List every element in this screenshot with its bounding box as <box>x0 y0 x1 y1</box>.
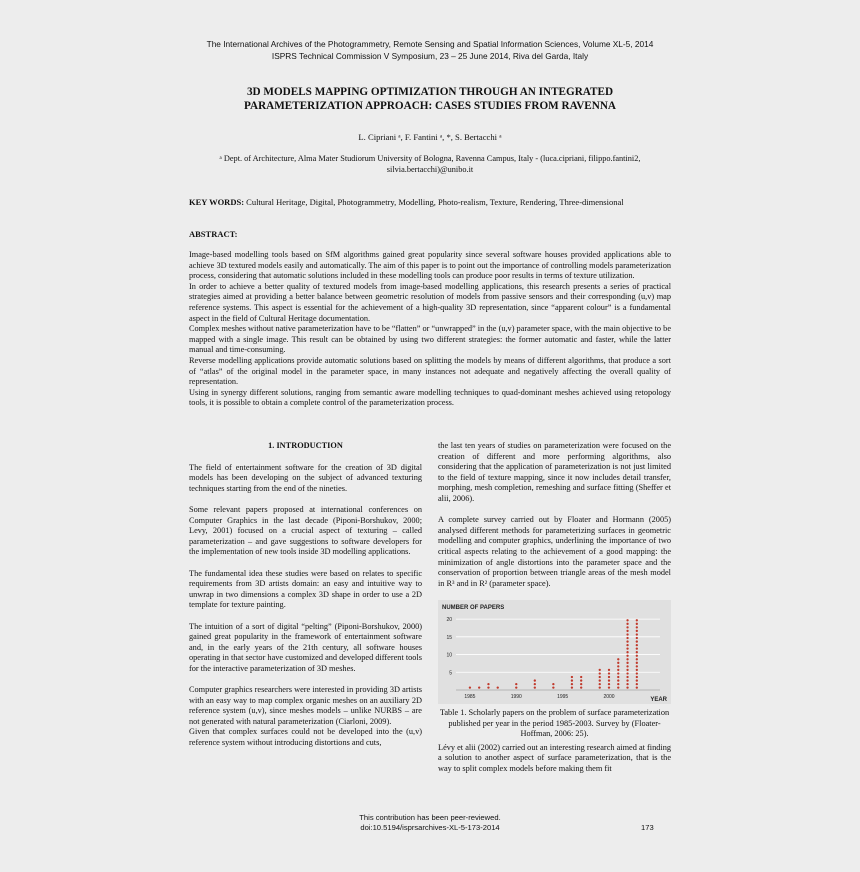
chart-data-point <box>636 665 638 667</box>
chart-data-point <box>626 686 628 688</box>
abstract-paragraph: In order to achieve a better quality of textured models from image-based modelling applications, this research presents a series of practical strategies aimed at providing a better balance between geometric resolution of models from passive sensors and their corresponding (u,v) map reference systems. This aspect is essential for the achievement of a high-quality 3D representation, since “apparent colour” is a fundamental aspect in the field of Cultural Heritage documentation. <box>189 281 671 323</box>
chart-data-point <box>487 686 489 688</box>
affiliation <box>160 153 700 175</box>
chart-data-point <box>636 633 638 635</box>
chart-data-point <box>617 676 619 678</box>
chart-x-axis-label: YEAR <box>650 696 667 703</box>
chart-data-point <box>636 640 638 642</box>
chart-data-point <box>599 676 601 678</box>
chart-data-point <box>608 679 610 681</box>
chart-data-point <box>626 633 628 635</box>
chart-title: NUMBER OF PAPERS <box>442 604 505 611</box>
chart-data-point <box>636 651 638 653</box>
chart-data-point <box>636 683 638 685</box>
abstract-paragraph: Reverse modelling applications provide automatic solutions based on splitting the models by means of different algorithms, that produce a sort of “atlas” of the original model in the parameter space, in many instances not adequate and negatively affecting the overall quality of representation. <box>189 355 671 387</box>
chart-data-point <box>636 686 638 688</box>
abstract-body <box>189 250 671 409</box>
chart-data-point <box>617 686 619 688</box>
chart-data-point <box>636 672 638 674</box>
chart-data-point <box>626 619 628 621</box>
affiliation-line-1: ᵃ Dept. of Architecture, Alma Mater Studiorum University of Bologna, Ravenna Campus, Italy - (luca.cipriani, filippo.fantini2, <box>219 154 641 163</box>
title-line-2: PARAMETERIZATION APPROACH: CASES STUDIES FROM RAVENNA <box>243 100 617 112</box>
chart-data-point <box>617 683 619 685</box>
chart-data-point <box>552 686 554 688</box>
chart-data-point <box>617 679 619 681</box>
chart-y-tick-label: 10 <box>446 652 452 659</box>
chart-data-point <box>626 662 628 664</box>
chart-data-point <box>580 676 582 678</box>
chart-data-point <box>534 679 536 681</box>
chart-data-point <box>626 658 628 660</box>
left-column <box>189 441 422 749</box>
chart-data-point <box>599 672 601 674</box>
chart-data-point <box>626 683 628 685</box>
body-paragraph: The fundamental idea these studies were based on relates to specific requirements from 3D artists domain: an easy and intuitive way to unwrap in two dimensions a complex 3D shape in order to use a 2D template for texture painting. <box>189 568 422 610</box>
body-paragraph: Some relevant papers proposed at international conferences on Computer Graphics in the last decade (Piponi-Borshukov, 2000; Levy, 2001) focused on a crucial aspect of texturing – called parameterization – and gave suggestions to software developers for the implementation of new tools inside 3D modelling applications. <box>189 504 422 557</box>
table-caption: Table 1. Scholarly papers on the problem of surface parameterization published per year in the period 1985-2003. Survey by (Floater-Hoffman, 2006: 25). <box>439 707 670 739</box>
chart-data-point <box>636 669 638 671</box>
keywords <box>189 197 671 208</box>
footer-doi: doi:10.5194/isprsarchives-XL-5-173-2014 <box>360 823 500 832</box>
chart-data-point <box>636 630 638 632</box>
chart-y-tick-label: 15 <box>446 634 452 641</box>
chart-data-point <box>636 626 638 628</box>
chart-data-point <box>534 686 536 688</box>
body-paragraph: Lévy et alii (2002) carried out an interesting research aimed at finding a solution to another aspect of surface parameterization, that is the way to split complex models before making them fit <box>438 742 671 773</box>
chart-data-point <box>626 626 628 628</box>
chart-data-point <box>636 637 638 639</box>
chart-data-point <box>515 683 517 685</box>
chart-data-point <box>626 676 628 678</box>
right-column <box>438 441 671 774</box>
chart-data-point <box>636 679 638 681</box>
abstract-heading: ABSTRACT: <box>189 229 238 239</box>
chart-data-point <box>608 686 610 688</box>
chart-data-point <box>617 665 619 667</box>
abstract-paragraph: Complex meshes without native parameterization have to be “flatten” or “unwrapped” in the (u,v) parameter space, with the main objective to be mapped with a single image. This result can be obtained by using two different strategies: the former automatic and faster, while the latter manual and time-consuming. <box>189 324 671 355</box>
chart-data-point <box>636 623 638 625</box>
chart-data-point <box>515 686 517 688</box>
chart-data-point <box>469 686 471 688</box>
chart-data-point <box>636 676 638 678</box>
chart-data-point <box>571 683 573 685</box>
chart-data-point <box>626 644 628 646</box>
chart-data-point <box>608 669 610 671</box>
chart-y-tick-label: 20 <box>446 616 452 623</box>
chart-data-point <box>552 683 554 685</box>
chart-data-point <box>571 676 573 678</box>
chart-data-point <box>626 655 628 657</box>
chart-data-point <box>626 640 628 642</box>
chart-x-tick-label: 2000 <box>603 693 615 700</box>
paper-title <box>140 85 720 113</box>
abstract-paragraph: Using in synergy different solutions, ranging from semantic aware modelling techniques to quad-dominant meshes achieved using retopology tools, it is possible to obtain a complete control of the parameterization process. <box>189 387 671 408</box>
chart-data-point <box>608 683 610 685</box>
chart-data-point <box>497 686 499 688</box>
body-paragraph: Computer graphics researchers were interested in providing 3D artists with an easy way to map complex organic meshes on an auxiliary 2D reference system (u,v), since meshes models – unlike NURBS – are not generated with natural parameterization (Ciarloni, 2009). <box>189 685 422 726</box>
chart-data-point <box>580 679 582 681</box>
chart-data-point <box>626 672 628 674</box>
chart-data-point <box>617 658 619 660</box>
chart-data-point <box>636 662 638 664</box>
chart-data-point <box>478 686 480 688</box>
chart-data-point <box>636 647 638 649</box>
chart-data-point <box>636 644 638 646</box>
chart-data-point <box>599 686 601 688</box>
chart-data-point <box>626 623 628 625</box>
chart-data-point <box>626 669 628 671</box>
chart-data-point <box>626 630 628 632</box>
body-paragraph: the last ten years of studies on parameterization were focused on the creation of different and more performing algorithms, also considering that the application of parameterization is not just limited to the field of texture mapping, since it now includes detail transfer, morphing, mesh completion, remeshing and surface fitting (Sheffer et alii, 2006). <box>438 441 671 503</box>
chart-data-point <box>580 683 582 685</box>
abstract-paragraph: Image-based modelling tools based on SfM algorithms gained great popularity since several software houses provided applications able to achieve 3D textured models easily and automatically. The aim of this paper is to point out the importance of controlling models parameterization process, considering that automatic solutions included in these modelling tools can produce poor results in terms of texture utilization. <box>189 250 671 281</box>
chart-data-point <box>608 672 610 674</box>
authors: L. Cipriani ᵃ, F. Fantini ᵃ, *, S. Bertacchi ᵃ <box>358 132 502 142</box>
chart-data-point <box>599 679 601 681</box>
footer <box>300 813 560 833</box>
chart-data-point <box>487 683 489 685</box>
chart-data-point <box>626 651 628 653</box>
chart-data-point <box>534 683 536 685</box>
chart-data-point <box>626 679 628 681</box>
keywords-label: KEY WORDS: <box>189 197 245 207</box>
chart-data-point <box>626 637 628 639</box>
chart-y-tick-label: 5 <box>449 670 452 677</box>
chart-data-point <box>608 676 610 678</box>
chart-data-point <box>617 669 619 671</box>
chart-data-point <box>617 662 619 664</box>
chart-x-tick-label: 1985 <box>464 693 476 700</box>
chart-data-point <box>599 669 601 671</box>
chart-data-point <box>571 679 573 681</box>
running-header <box>120 39 740 62</box>
header-line-1: The International Archives of the Photogrammetry, Remote Sensing and Spatial Information Sciences, Volume XL-5, 2014 <box>206 39 654 49</box>
keywords-text: Cultural Heritage, Digital, Photogrammetry, Modelling, Photo-realism, Texture, Rendering, Three-dimensional <box>246 197 624 207</box>
chart-data-point <box>636 658 638 660</box>
chart-data-point <box>599 683 601 685</box>
affiliation-line-2: silvia.bertacchi)@unibo.it <box>386 165 474 174</box>
chart-data-point <box>571 686 573 688</box>
chart-x-tick-label: 1990 <box>510 693 522 700</box>
header-line-2: ISPRS Technical Commission V Symposium, 23 – 25 June 2014, Riva del Garda, Italy <box>271 50 589 61</box>
chart-data-point <box>636 619 638 621</box>
chart-data-point <box>617 672 619 674</box>
chart-data-point <box>626 647 628 649</box>
body-paragraph: Given that complex surfaces could not be developed into the (u,v) reference system without introducing distortions and cuts, <box>189 727 422 748</box>
chart-data-point <box>580 686 582 688</box>
section-heading-introduction: 1. INTRODUCTION <box>268 441 343 450</box>
page-number: 173 <box>641 823 654 832</box>
chart-data-point <box>636 655 638 657</box>
title-line-1: 3D MODELS MAPPING OPTIMIZATION THROUGH AN INTEGRATED <box>246 86 614 98</box>
chart-data-point <box>626 665 628 667</box>
body-paragraph: A complete survey carried out by Floater and Hormann (2005) analysed different methods for parameterizing surfaces in geometric modelling and computer graphics, underlining the importance of two critical aspects relating to the achievement of a good mapping: the minimization of angle distortions into the parameter space and the conservation of proportion between triangle areas of the mesh model in R³ and in R² (parameter space). <box>438 515 671 588</box>
body-paragraph: The field of entertainment software for the creation of 3D digital models has been developing on the subject of advanced texturing techniques starting from the end of the nineties. <box>189 462 422 493</box>
footer-peer-review: This contribution has been peer-reviewed. <box>359 813 501 822</box>
papers-per-year-chart <box>438 600 671 704</box>
chart-x-tick-label: 1995 <box>557 693 569 700</box>
body-paragraph: The intuition of a sort of digital “pelting” (Piponi-Borshukov, 2000) gained great popularity in the framework of entertainment software and, in the early years of the 21th century, all software houses operating in that sector have customized and developed different tools for the interactive parameterization of 3D meshes. <box>189 621 422 673</box>
